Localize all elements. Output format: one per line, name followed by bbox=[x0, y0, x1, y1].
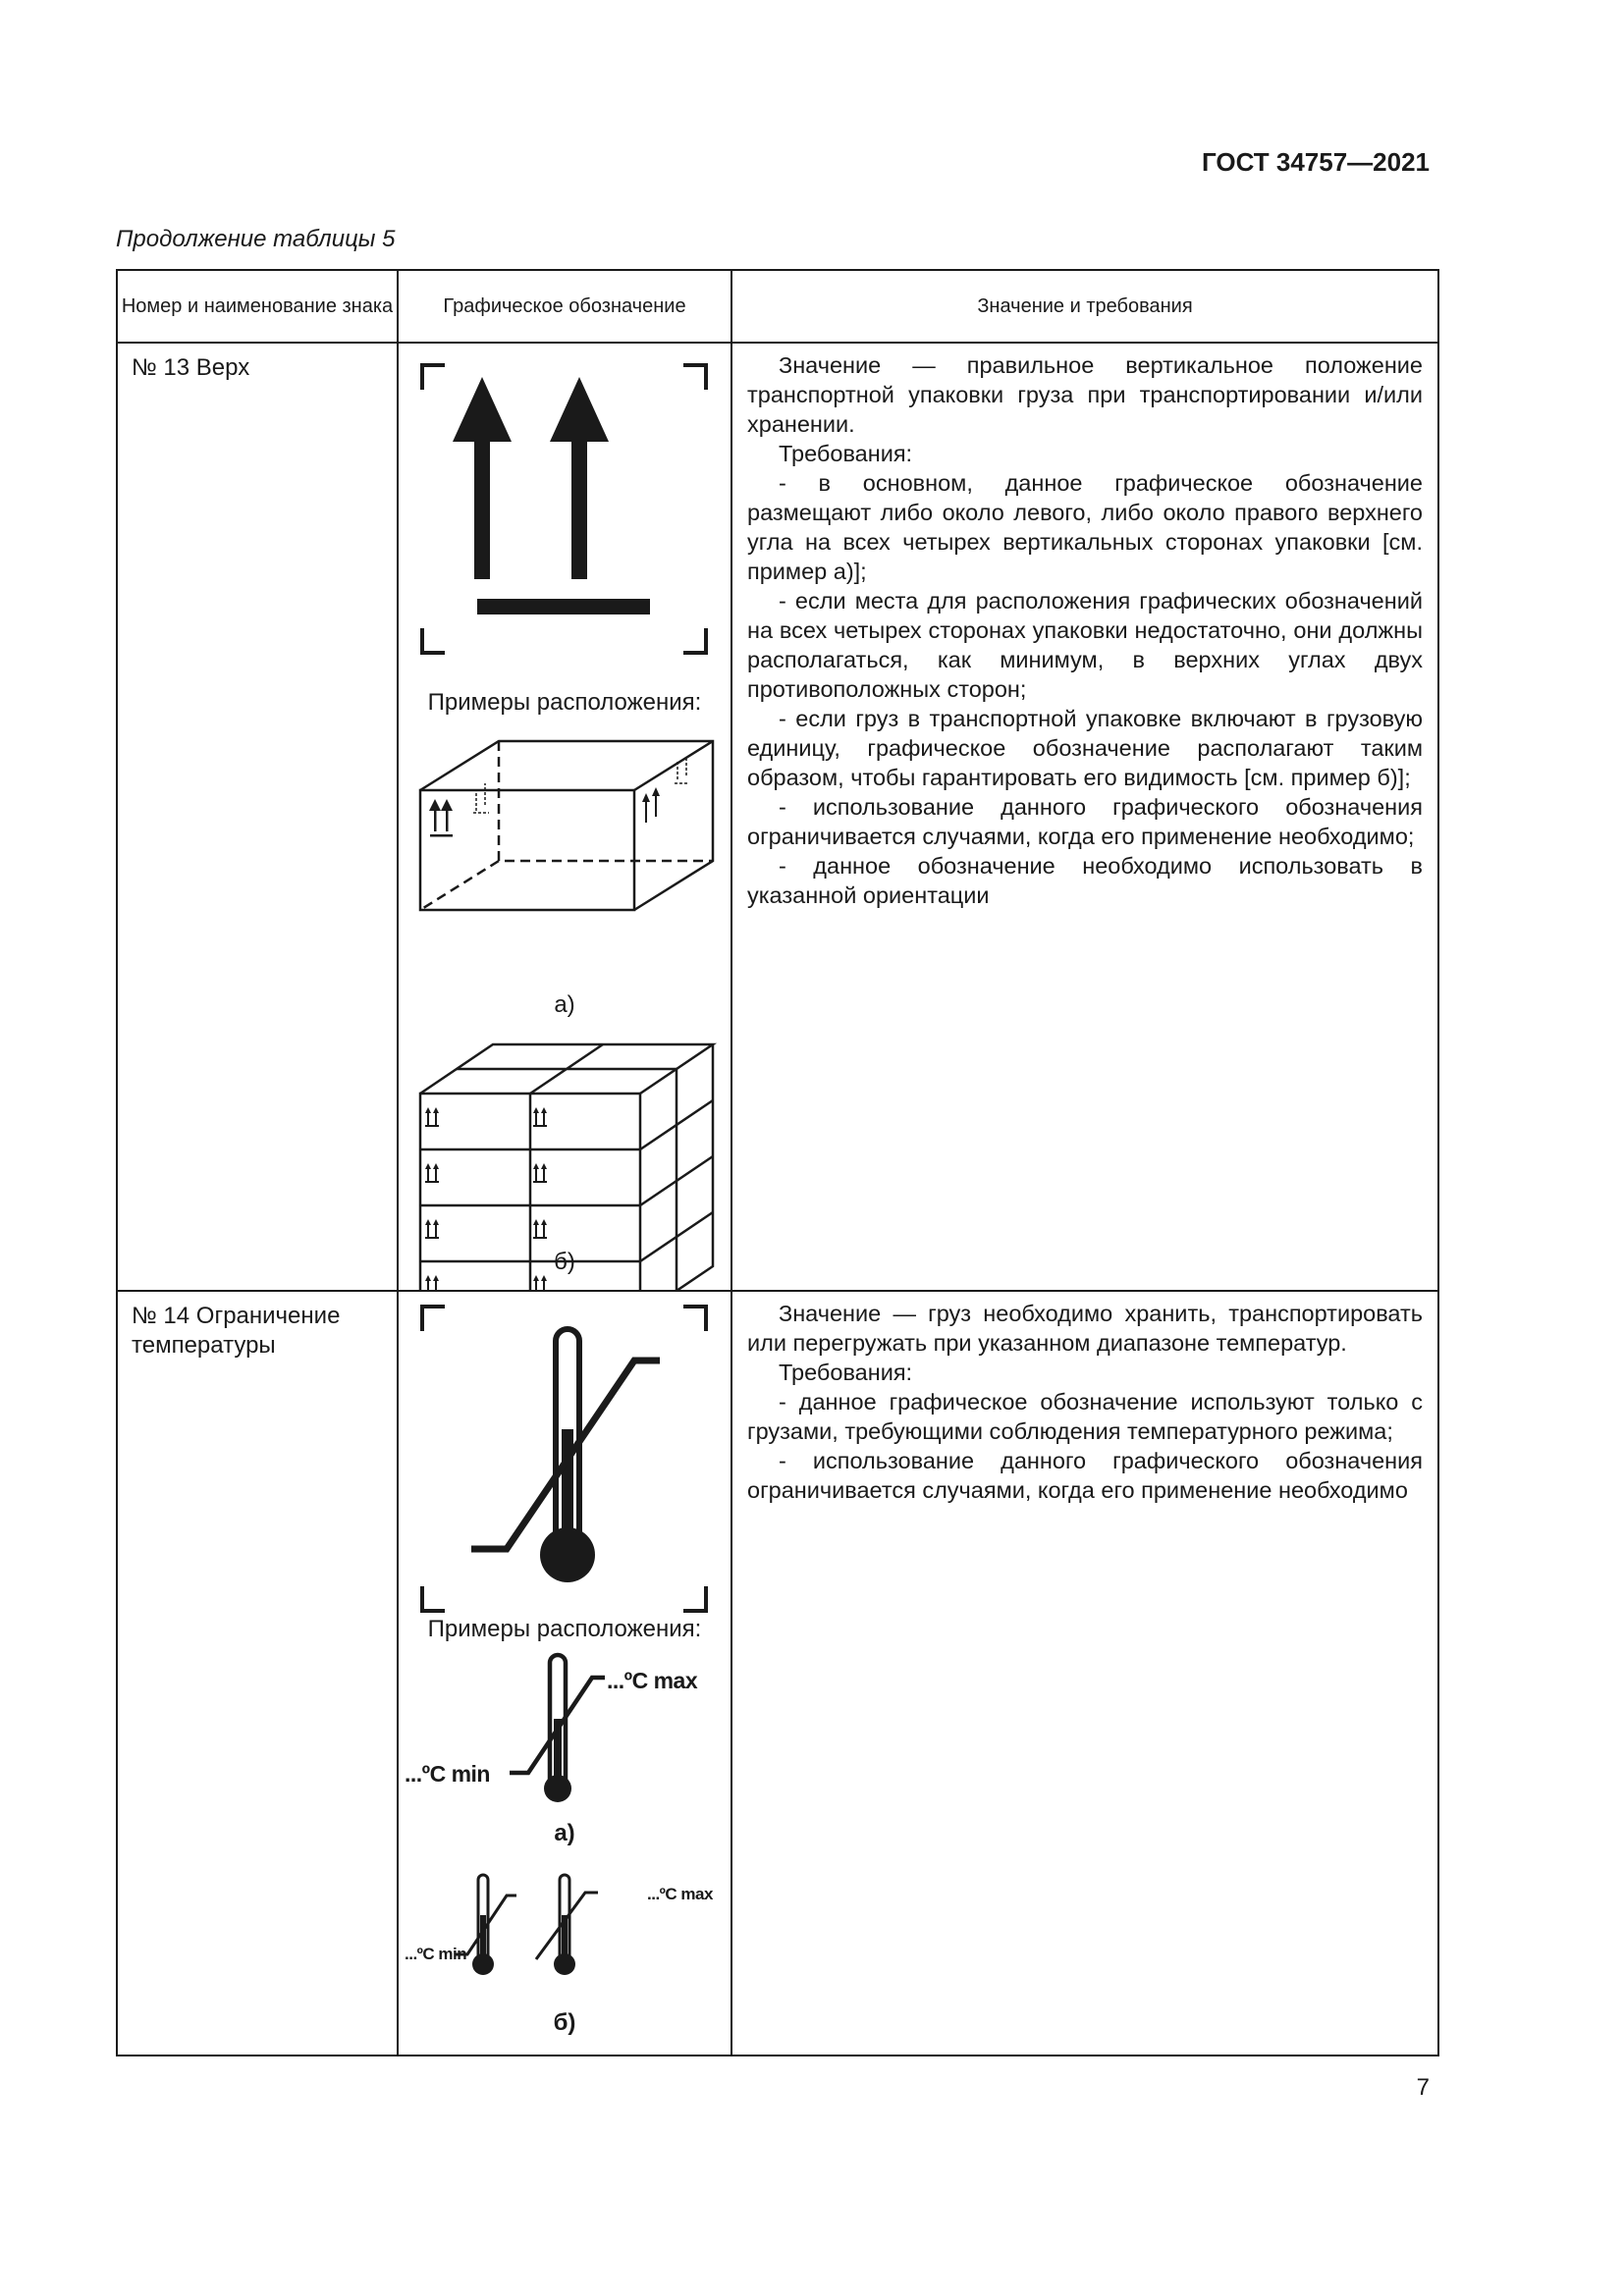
example-b-label: б) bbox=[554, 1249, 575, 1275]
this-way-up-mark bbox=[533, 1163, 547, 1183]
example-b-label: б) bbox=[553, 2009, 576, 2036]
sign-name-cell bbox=[117, 1291, 398, 2056]
this-way-up-mark bbox=[533, 1107, 547, 1127]
requirement-item: - если груз в транспортной упаковке включают в грузовую единицу, графическое обозначение располагают таким образом, чтобы гарантировать его видимость [см. пример б)]; bbox=[747, 706, 1423, 790]
examples-label: Примеры расположения: bbox=[427, 689, 702, 716]
header-graphic: Графическое обозначение bbox=[398, 270, 731, 343]
sign-name-cell bbox=[117, 343, 398, 1291]
requirement-item: - данное графическое обозначение используют только с грузами, требующими соблюдения температурного режима; bbox=[747, 1389, 1423, 1444]
examples-label: Примеры расположения: bbox=[427, 1616, 702, 1642]
requirements-heading: Требования: bbox=[779, 1360, 913, 1385]
meaning-text bbox=[732, 344, 1437, 910]
meaning-paragraph: Значение — груз необходимо хранить, транспортировать или перегружать при указанном диапазоне температур. bbox=[747, 1301, 1423, 1356]
this-way-up-mark bbox=[425, 1275, 439, 1292]
document-code: ГОСТ 34757—2021 bbox=[1202, 147, 1430, 177]
pallet-grid-overlay bbox=[399, 344, 731, 1292]
temperature-example-b-illustration bbox=[399, 1292, 731, 2056]
table-row bbox=[117, 1291, 1438, 2056]
this-way-up-mark bbox=[425, 1107, 439, 1127]
requirement-item: - если места для расположения графических обозначений на всех четырех сторонах упаковки недостаточно, они должны располагаться, как минимум, в верхних углах двух противоположных сторон; bbox=[747, 588, 1423, 702]
meaning-cell bbox=[731, 343, 1438, 1291]
table-header-row bbox=[117, 270, 1438, 343]
requirement-item: - данное обозначение необходимо использовать в указанной ориентации bbox=[747, 853, 1423, 908]
temp-min-label-small: ...ºC min bbox=[405, 1945, 467, 1963]
meaning-paragraph: Значение — правильное вертикальное положение транспортной упаковки груза при транспортировании и/или хранении. bbox=[747, 352, 1423, 437]
table-row bbox=[117, 343, 1438, 1291]
temp-max-label: ...ºC max bbox=[607, 1668, 698, 1693]
this-way-up-mark bbox=[533, 1275, 547, 1292]
this-way-up-mark bbox=[425, 1219, 439, 1239]
requirement-item: - использование данного графического обозначения ограничивается случаями, когда его применение необходимо; bbox=[747, 794, 1423, 849]
header-sign-name: Номер и наименование знака bbox=[117, 270, 398, 343]
this-way-up-mark bbox=[425, 1163, 439, 1183]
requirement-item: - в основном, данное графическое обозначение размещают либо около левого, либо около правого верхнего угла на всех четырех вертикальных сторонах упаковки [см. пример а)]; bbox=[747, 470, 1423, 584]
requirement-item: - использование данного графического обозначения ограничивается случаями, когда его применение необходимо bbox=[747, 1448, 1423, 1503]
header-meaning: Значение и требования bbox=[731, 270, 1438, 343]
meaning-text bbox=[732, 1292, 1437, 1505]
this-way-up-mark bbox=[533, 1219, 547, 1239]
graphic-cell bbox=[398, 343, 731, 1291]
signs-table bbox=[116, 269, 1439, 2056]
temp-max-label-small: ...ºC max bbox=[647, 1885, 713, 1903]
example-a-label: а) bbox=[554, 1820, 575, 1846]
requirements-heading: Требования: bbox=[779, 441, 913, 466]
graphic-cell bbox=[398, 1291, 731, 2056]
example-a-label: а) bbox=[554, 991, 575, 1018]
page-number: 7 bbox=[1416, 2074, 1430, 2101]
temp-min-label: ...ºC min bbox=[405, 1761, 490, 1787]
sign-name: № 14 Ограничение температуры bbox=[132, 1303, 341, 1359]
sign-name: № 13 Верх bbox=[132, 354, 250, 381]
table-caption: Продолжение таблицы 5 bbox=[116, 226, 396, 252]
meaning-cell bbox=[731, 1291, 1438, 2056]
